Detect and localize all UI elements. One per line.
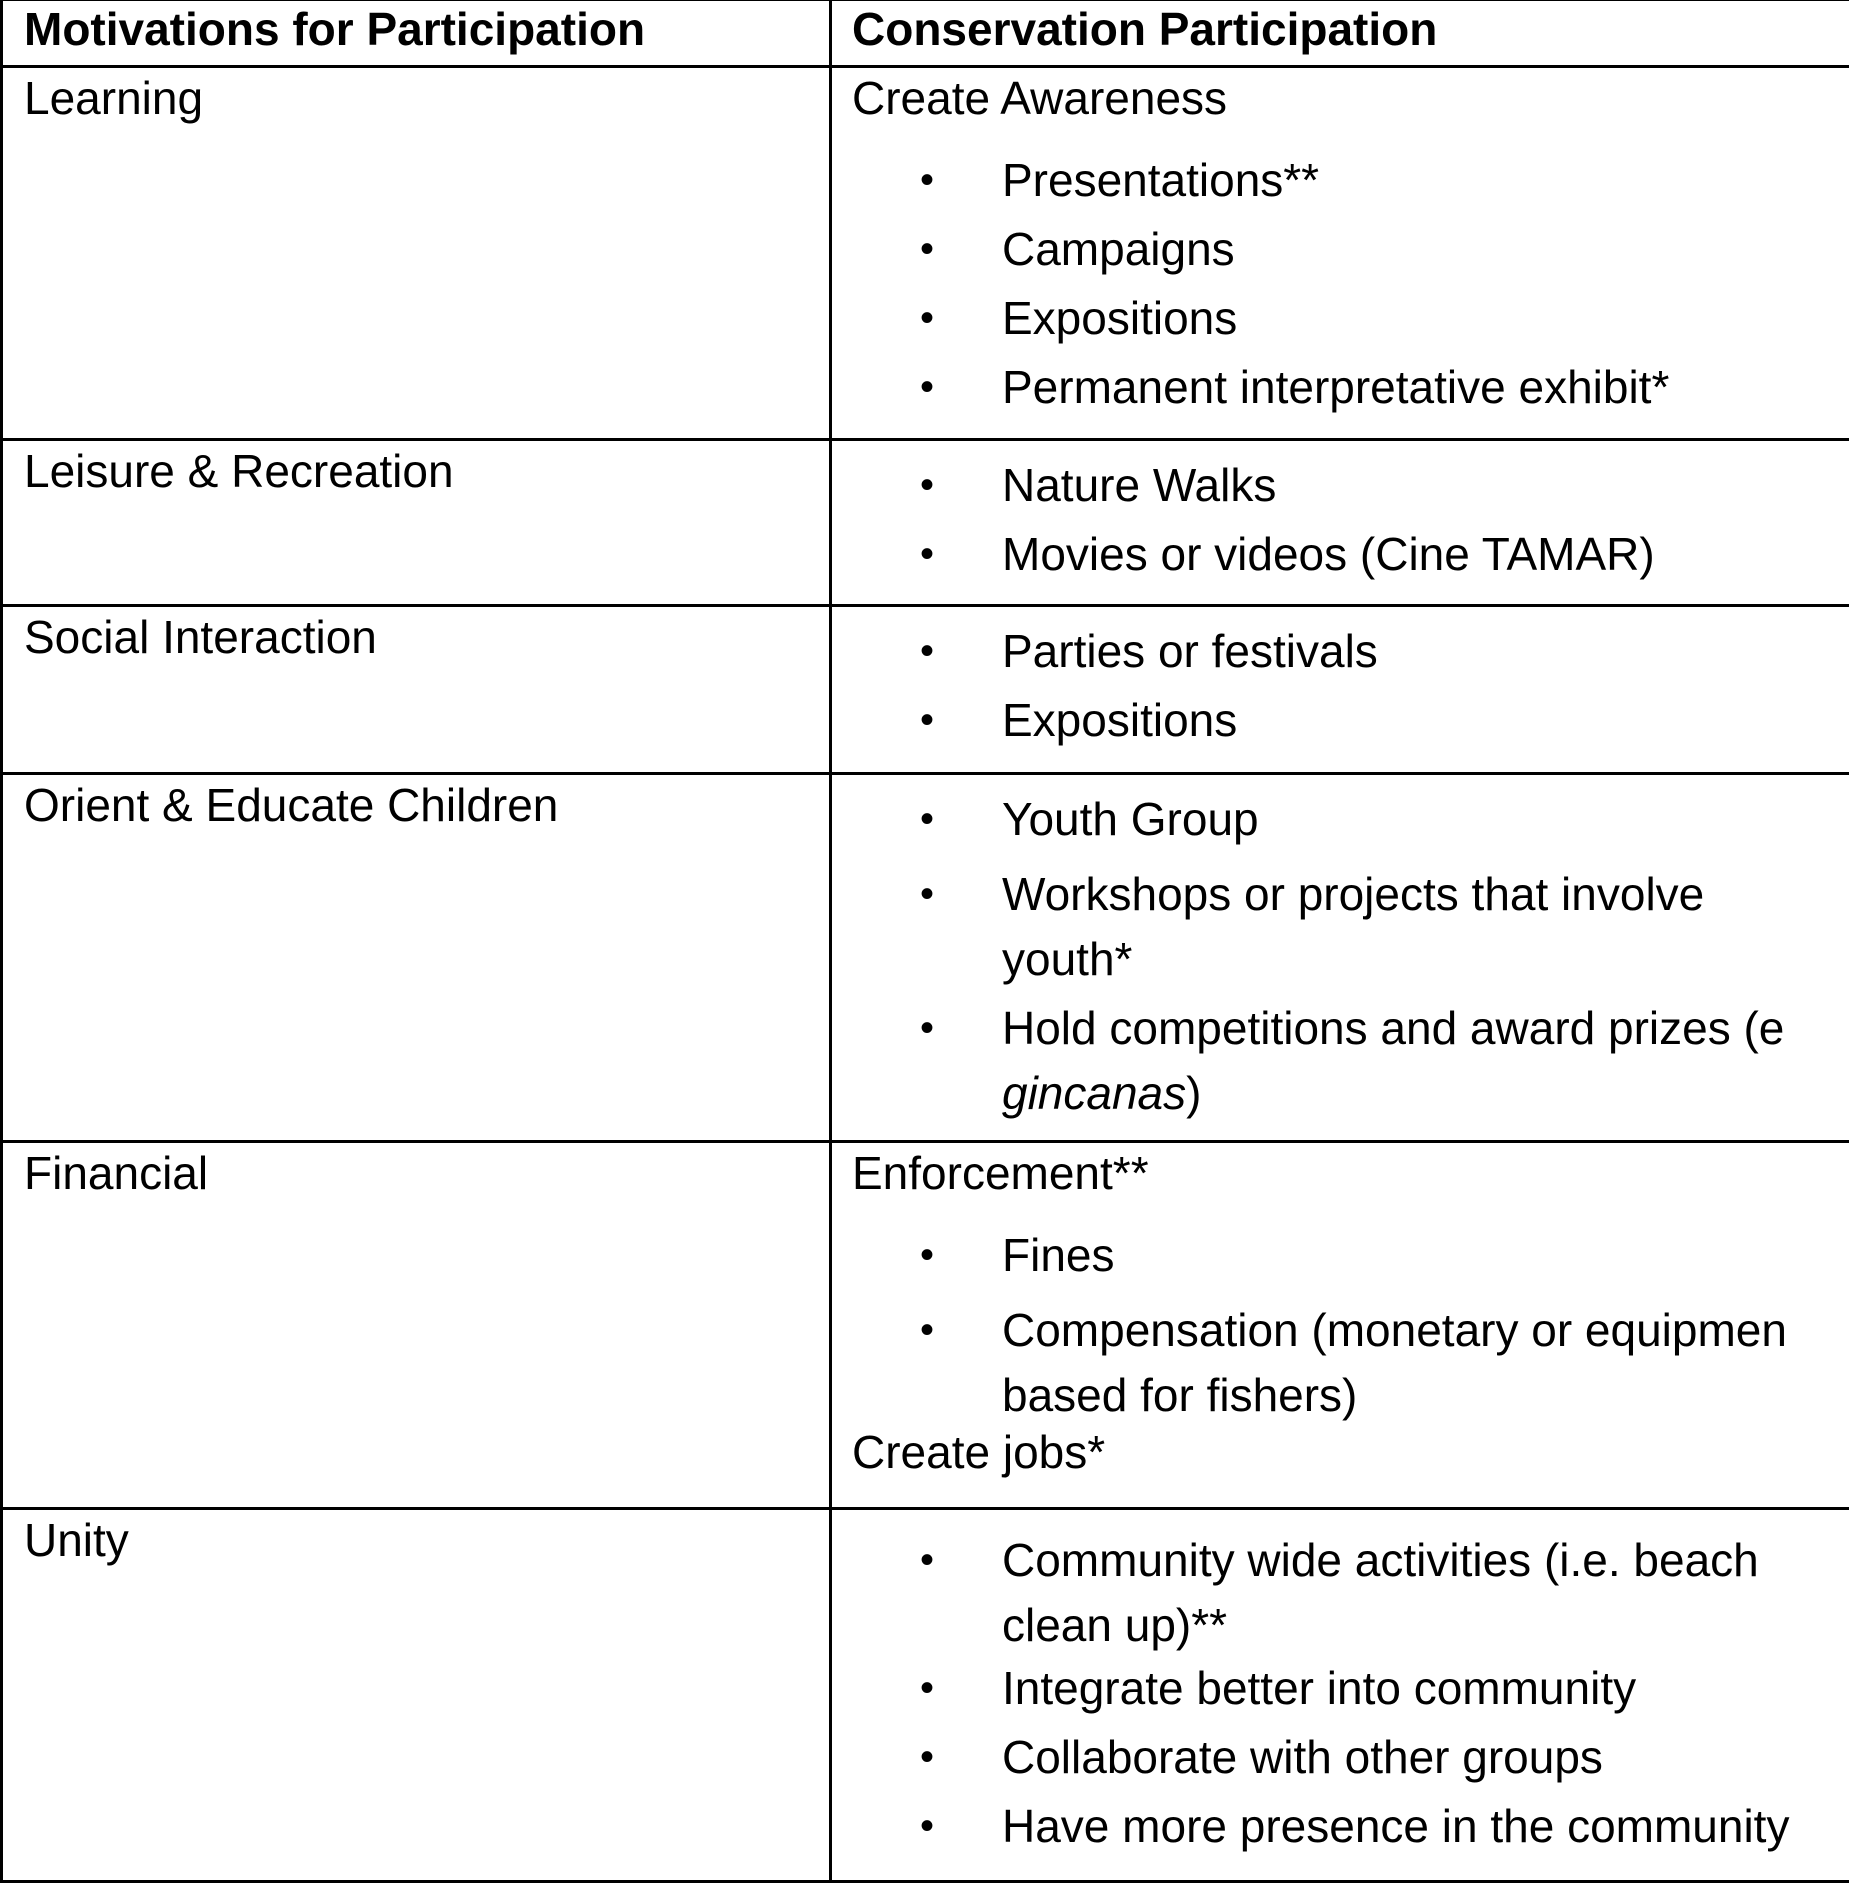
section-footer: Create jobs* (852, 1426, 1106, 1478)
list-item: • Fines (920, 1229, 1115, 1281)
bullet-icon: • (920, 1006, 935, 1050)
list-item: • Movies or videos (Cine TAMAR) (920, 528, 1655, 580)
motivation-cell: Learning (24, 72, 204, 124)
list-item: • Presentations** (920, 154, 1320, 206)
bullet-icon: • (920, 797, 935, 841)
bullet-icon: • (920, 227, 935, 271)
section-heading: Enforcement** (852, 1147, 1149, 1199)
bullet-icon: • (920, 1735, 935, 1779)
table-row-unity (0, 1507, 1849, 1883)
list-item: • Have more presence in the community (920, 1800, 1790, 1852)
list-item: • Expositions (920, 694, 1238, 746)
list-item: • Collaborate with other groups (920, 1731, 1603, 1783)
motivation-cell: Orient & Educate Children (24, 779, 559, 831)
conservation-cell (852, 793, 1784, 1130)
motivation-cell: Unity (24, 1514, 129, 1566)
bullet-icon: • (920, 629, 935, 673)
list-item: • Expositions (920, 292, 1238, 344)
header-motivations: Motivations for Participation (24, 3, 646, 55)
section-heading: Create Awareness (852, 72, 1228, 124)
table-row-learning (0, 65, 1849, 440)
list-item: • Compensation (monetary or equipmen based for fishers) (852, 1298, 1787, 1432)
bullet-icon: • (920, 1538, 935, 1582)
conservation-cell (852, 1528, 1789, 1869)
bullet-icon: • (920, 1804, 935, 1848)
bullet-icon: • (920, 1666, 935, 1710)
list-item: • Community wide activities (i.e. beach clean up)** (852, 1528, 1789, 1662)
bullet-icon: • (920, 872, 935, 916)
conservation-cell (852, 72, 1669, 430)
table-row-social (0, 604, 1849, 774)
bullet-icon: • (920, 365, 935, 409)
list-item: • Permanent interpretative exhibit* (920, 361, 1670, 413)
list-item: • Youth Group (920, 793, 1259, 845)
table-row-leisure (0, 438, 1849, 606)
conservation-cell (852, 625, 1378, 763)
list-item: • Workshops or projects that involve youth* (852, 862, 1784, 996)
header-conservation: Conservation Participation (852, 3, 1438, 55)
bullet-icon: • (920, 532, 935, 576)
bullet-icon: • (920, 1308, 935, 1352)
table-header-row (0, 0, 1849, 68)
motivation-cell: Social Interaction (24, 611, 377, 663)
list-item: • Campaigns (920, 223, 1235, 275)
table-row-financial (0, 1140, 1849, 1509)
list-item: • Nature Walks (920, 459, 1277, 511)
bullet-icon: • (920, 296, 935, 340)
conservation-cell (852, 459, 1655, 597)
motivation-cell: Financial (24, 1147, 209, 1199)
bullet-icon: • (920, 463, 935, 507)
conservation-cell (852, 1147, 1787, 1478)
table-row-orient (0, 772, 1849, 1142)
list-item: • Parties or festivals (920, 625, 1378, 677)
italic-term: gincanas (1002, 1067, 1187, 1119)
bullet-icon: • (920, 158, 935, 202)
bullet-icon: • (920, 698, 935, 742)
bullet-icon: • (920, 1233, 935, 1277)
list-item: • Integrate better into community (920, 1662, 1637, 1714)
motivation-cell: Leisure & Recreation (24, 445, 454, 497)
list-item: • Hold competitions and award prizes (e gincanas) (852, 996, 1784, 1130)
